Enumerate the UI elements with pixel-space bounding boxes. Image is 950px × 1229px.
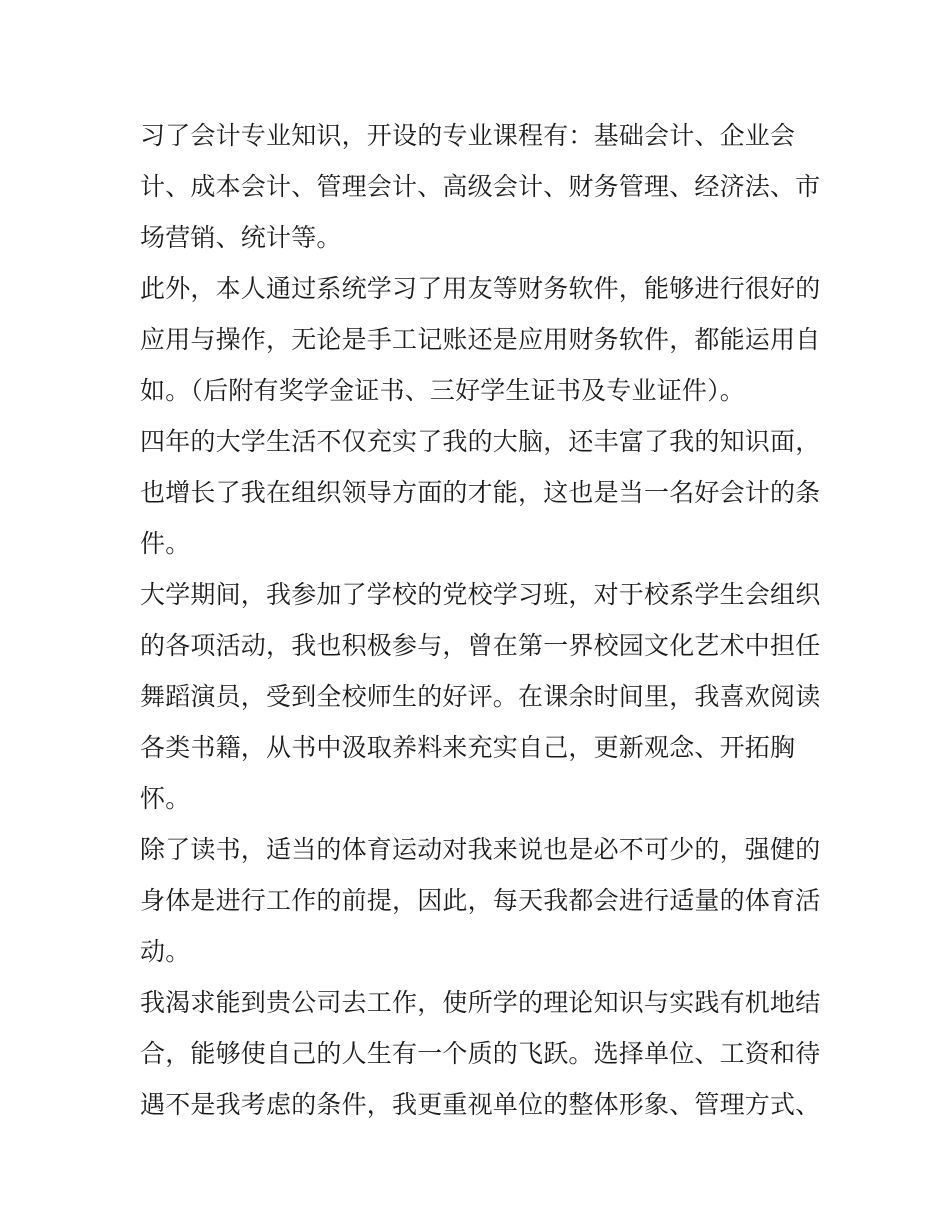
text-line: 此外，本人通过系统学习了用友等财务软件，能够进行很好的: [140, 274, 821, 303]
text-line: 应用与操作，无论是手工记账还是应用财务软件，都能运用自: [140, 325, 821, 354]
text-line: 习了会计专业知识，开设的专业课程有：基础会计、企业会: [140, 121, 796, 150]
text-line: 怀。: [140, 784, 191, 813]
text-line: 合，能够使自己的人生有一个质的飞跃。选择单位、工资和待: [140, 1039, 821, 1068]
text-line: 四年的大学生活不仅充实了我的大脑，还丰富了我的知识面，: [140, 427, 821, 456]
text-line: 件。: [140, 529, 191, 558]
text-line: 除了读书，适当的体育运动对我来说也是必不可少的，强健的: [140, 835, 821, 864]
text-line: 如。（后附有奖学金证书、三好学生证书及专业证件）。: [140, 376, 746, 405]
text-line: 动。: [140, 937, 191, 966]
document-body: [140, 110, 820, 1130]
text-line: 身体是进行工作的前提，因此，每天我都会进行适量的体育活: [140, 886, 821, 915]
text-line: 计、成本会计、管理会计、高级会计、财务管理、经济法、市: [140, 172, 821, 201]
text-line: 舞蹈演员，受到全校师生的好评。在课余时间里，我喜欢阅读: [140, 682, 821, 711]
text-line: 大学期间，我参加了学校的党校学习班，对于校系学生会组织: [140, 580, 821, 609]
text-line: 的各项活动，我也积极参与，曾在第一界校园文化艺术中担任: [140, 631, 821, 660]
text-line: 我渴求能到贵公司去工作，使所学的理论知识与实践有机地结: [140, 988, 821, 1017]
text-line: 也增长了我在组织领导方面的才能，这也是当一名好会计的条: [140, 478, 821, 507]
text-line: 遇不是我考虑的条件，我更重视单位的整体形象、管理方式、: [140, 1090, 821, 1119]
text-line: 各类书籍，从书中汲取养料来充实自己，更新观念、开拓胸: [140, 733, 796, 762]
text-line: 场营销、统计等。: [140, 223, 342, 252]
